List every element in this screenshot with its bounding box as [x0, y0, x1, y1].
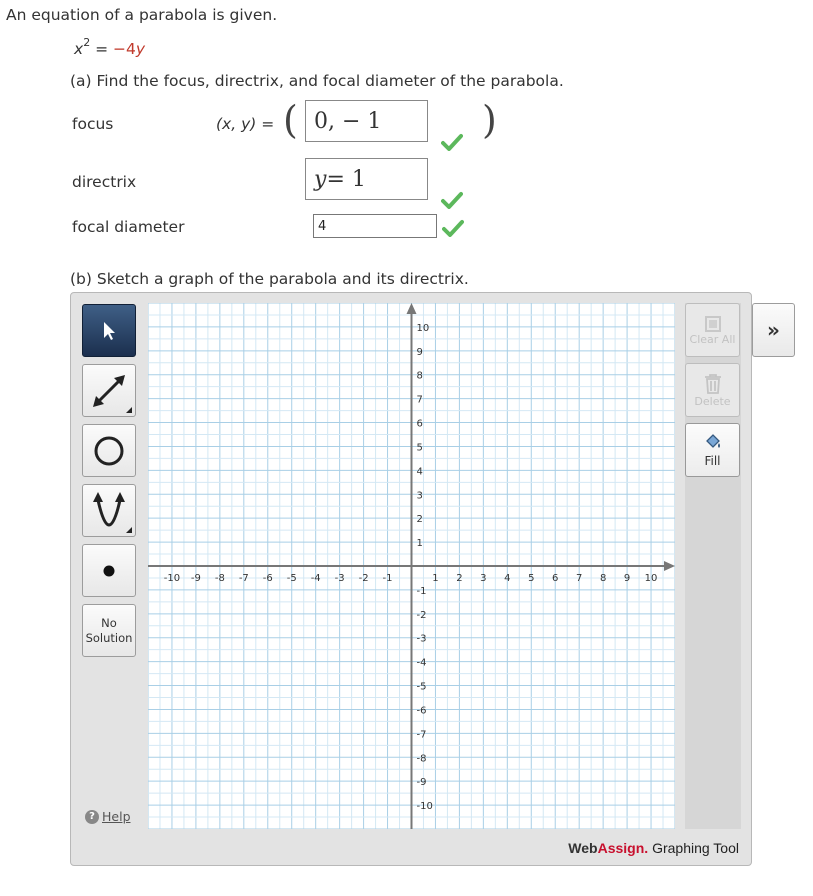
- x-tick-label: -6: [262, 573, 273, 584]
- eq-rhs-var: y: [135, 40, 146, 59]
- focus-open-paren: (: [283, 98, 298, 142]
- x-tick-label: -9: [190, 573, 201, 584]
- y-tick-label: -4: [416, 657, 427, 669]
- x-tick-label: 3: [480, 573, 487, 584]
- x-tick-label: -4: [310, 573, 321, 584]
- x-tick-label: -2: [358, 573, 369, 584]
- x-tick-label: -5: [286, 573, 297, 584]
- y-tick-label: 9: [416, 346, 423, 358]
- line-arrow-icon: [90, 372, 128, 410]
- x-tick-label: -10: [163, 573, 181, 584]
- y-tick-label: 4: [416, 466, 423, 478]
- eq-lhs-var: x: [74, 40, 84, 59]
- fill-label: Fill: [704, 454, 721, 468]
- y-tick-label: 6: [416, 418, 423, 430]
- pointer-icon: [100, 320, 118, 342]
- help-label: Help: [102, 809, 131, 824]
- trash-icon: [703, 373, 723, 395]
- point-tool-button[interactable]: [82, 544, 136, 597]
- focal-diameter-input[interactable]: [313, 214, 437, 238]
- x-tick-label: -7: [238, 573, 249, 584]
- x-tick-label: 5: [528, 573, 535, 584]
- x-tick-label: 1: [432, 573, 439, 584]
- brand-assign: Assign.: [597, 840, 649, 856]
- parabola-icon: [89, 490, 129, 532]
- x-tick-label: 2: [456, 573, 463, 584]
- y-tick-label: -2: [416, 609, 427, 621]
- line-tool-button[interactable]: [82, 364, 136, 417]
- graph-canvas[interactable]: [148, 303, 675, 829]
- focal-diameter-label: focal diameter: [72, 218, 185, 236]
- focus-label: focus: [72, 115, 114, 133]
- directrix-input[interactable]: [305, 158, 428, 200]
- x-tick-label: 6: [552, 573, 559, 584]
- x-tick-label: 10: [644, 573, 658, 584]
- y-tick-label: 1: [416, 538, 423, 550]
- y-tick-label: 2: [416, 514, 423, 526]
- x-tick-label: -3: [334, 573, 345, 584]
- part-b-question: (b) Sketch a graph of the parabola and its directrix.: [70, 270, 469, 288]
- x-tick-label: -1: [382, 573, 393, 584]
- focus-prefix: (x, y) =: [216, 115, 275, 133]
- point-icon: [102, 564, 116, 578]
- y-tick-label: 7: [416, 394, 423, 406]
- circle-tool-button[interactable]: [82, 424, 136, 477]
- focus-close-paren: ): [482, 98, 497, 142]
- y-tick-label: -6: [416, 705, 427, 717]
- pointer-tool-button[interactable]: [82, 304, 136, 357]
- no-solution-line-1: No: [101, 615, 117, 630]
- expand-button[interactable]: »: [752, 303, 795, 357]
- y-tick-label: 8: [416, 370, 423, 382]
- directrix-var: y: [314, 166, 327, 192]
- y-tick-label: -1: [416, 585, 427, 597]
- y-tick-label: -8: [416, 753, 427, 765]
- focus-input[interactable]: 0, − 1: [305, 100, 428, 142]
- help-link[interactable]: [85, 809, 131, 824]
- problem-intro: An equation of a parabola is given.: [6, 6, 278, 24]
- no-solution-button[interactable]: [82, 604, 136, 657]
- graphing-tool: [70, 292, 752, 866]
- focus-check-icon: [441, 133, 463, 151]
- x-tick-label: 4: [504, 573, 511, 584]
- clear-all-button[interactable]: [685, 303, 740, 357]
- brand-rest: Graphing Tool: [648, 840, 739, 856]
- parabola-tool-button[interactable]: [82, 484, 136, 537]
- clear-all-label: Clear All: [689, 332, 736, 346]
- focal-diameter-check-icon: [442, 219, 464, 237]
- y-tick-label: -10: [416, 801, 433, 813]
- equation: [74, 38, 145, 58]
- webassign-brand: [568, 840, 739, 856]
- clear-all-icon: [704, 315, 722, 333]
- eq-exponent: 2: [83, 36, 91, 49]
- directrix-label: directrix: [72, 173, 137, 191]
- no-solution-line-2: Solution: [85, 630, 133, 645]
- y-tick-label: 5: [416, 442, 423, 454]
- x-tick-label: 8: [599, 573, 607, 584]
- brand-web: Web: [568, 840, 598, 856]
- part-a-question: (a) Find the focus, directrix, and focal diameter of the parabola.: [70, 72, 564, 90]
- y-tick-label: -7: [416, 729, 427, 741]
- y-tick-label: -3: [416, 633, 427, 645]
- delete-button[interactable]: [685, 363, 740, 417]
- x-tick-label: -8: [214, 573, 225, 584]
- eq-rhs-coef: −4: [113, 40, 136, 59]
- delete-label: Delete: [694, 394, 731, 408]
- fill-button[interactable]: [685, 423, 740, 477]
- x-tick-label: 7: [575, 573, 583, 584]
- y-tick-label: -9: [416, 777, 427, 789]
- help-icon: ?: [85, 810, 99, 824]
- y-tick-label: 3: [416, 490, 423, 502]
- directrix-check-icon: [441, 191, 463, 209]
- directrix-rest: = 1: [326, 166, 366, 192]
- x-tick-label: 9: [623, 573, 631, 584]
- no-solution-label: [86, 616, 133, 646]
- paint-bucket-icon: [702, 432, 724, 454]
- y-tick-label: -5: [416, 681, 427, 693]
- y-tick-label: 10: [416, 322, 430, 334]
- circle-icon: [92, 434, 126, 468]
- eq-equals: =: [90, 40, 114, 59]
